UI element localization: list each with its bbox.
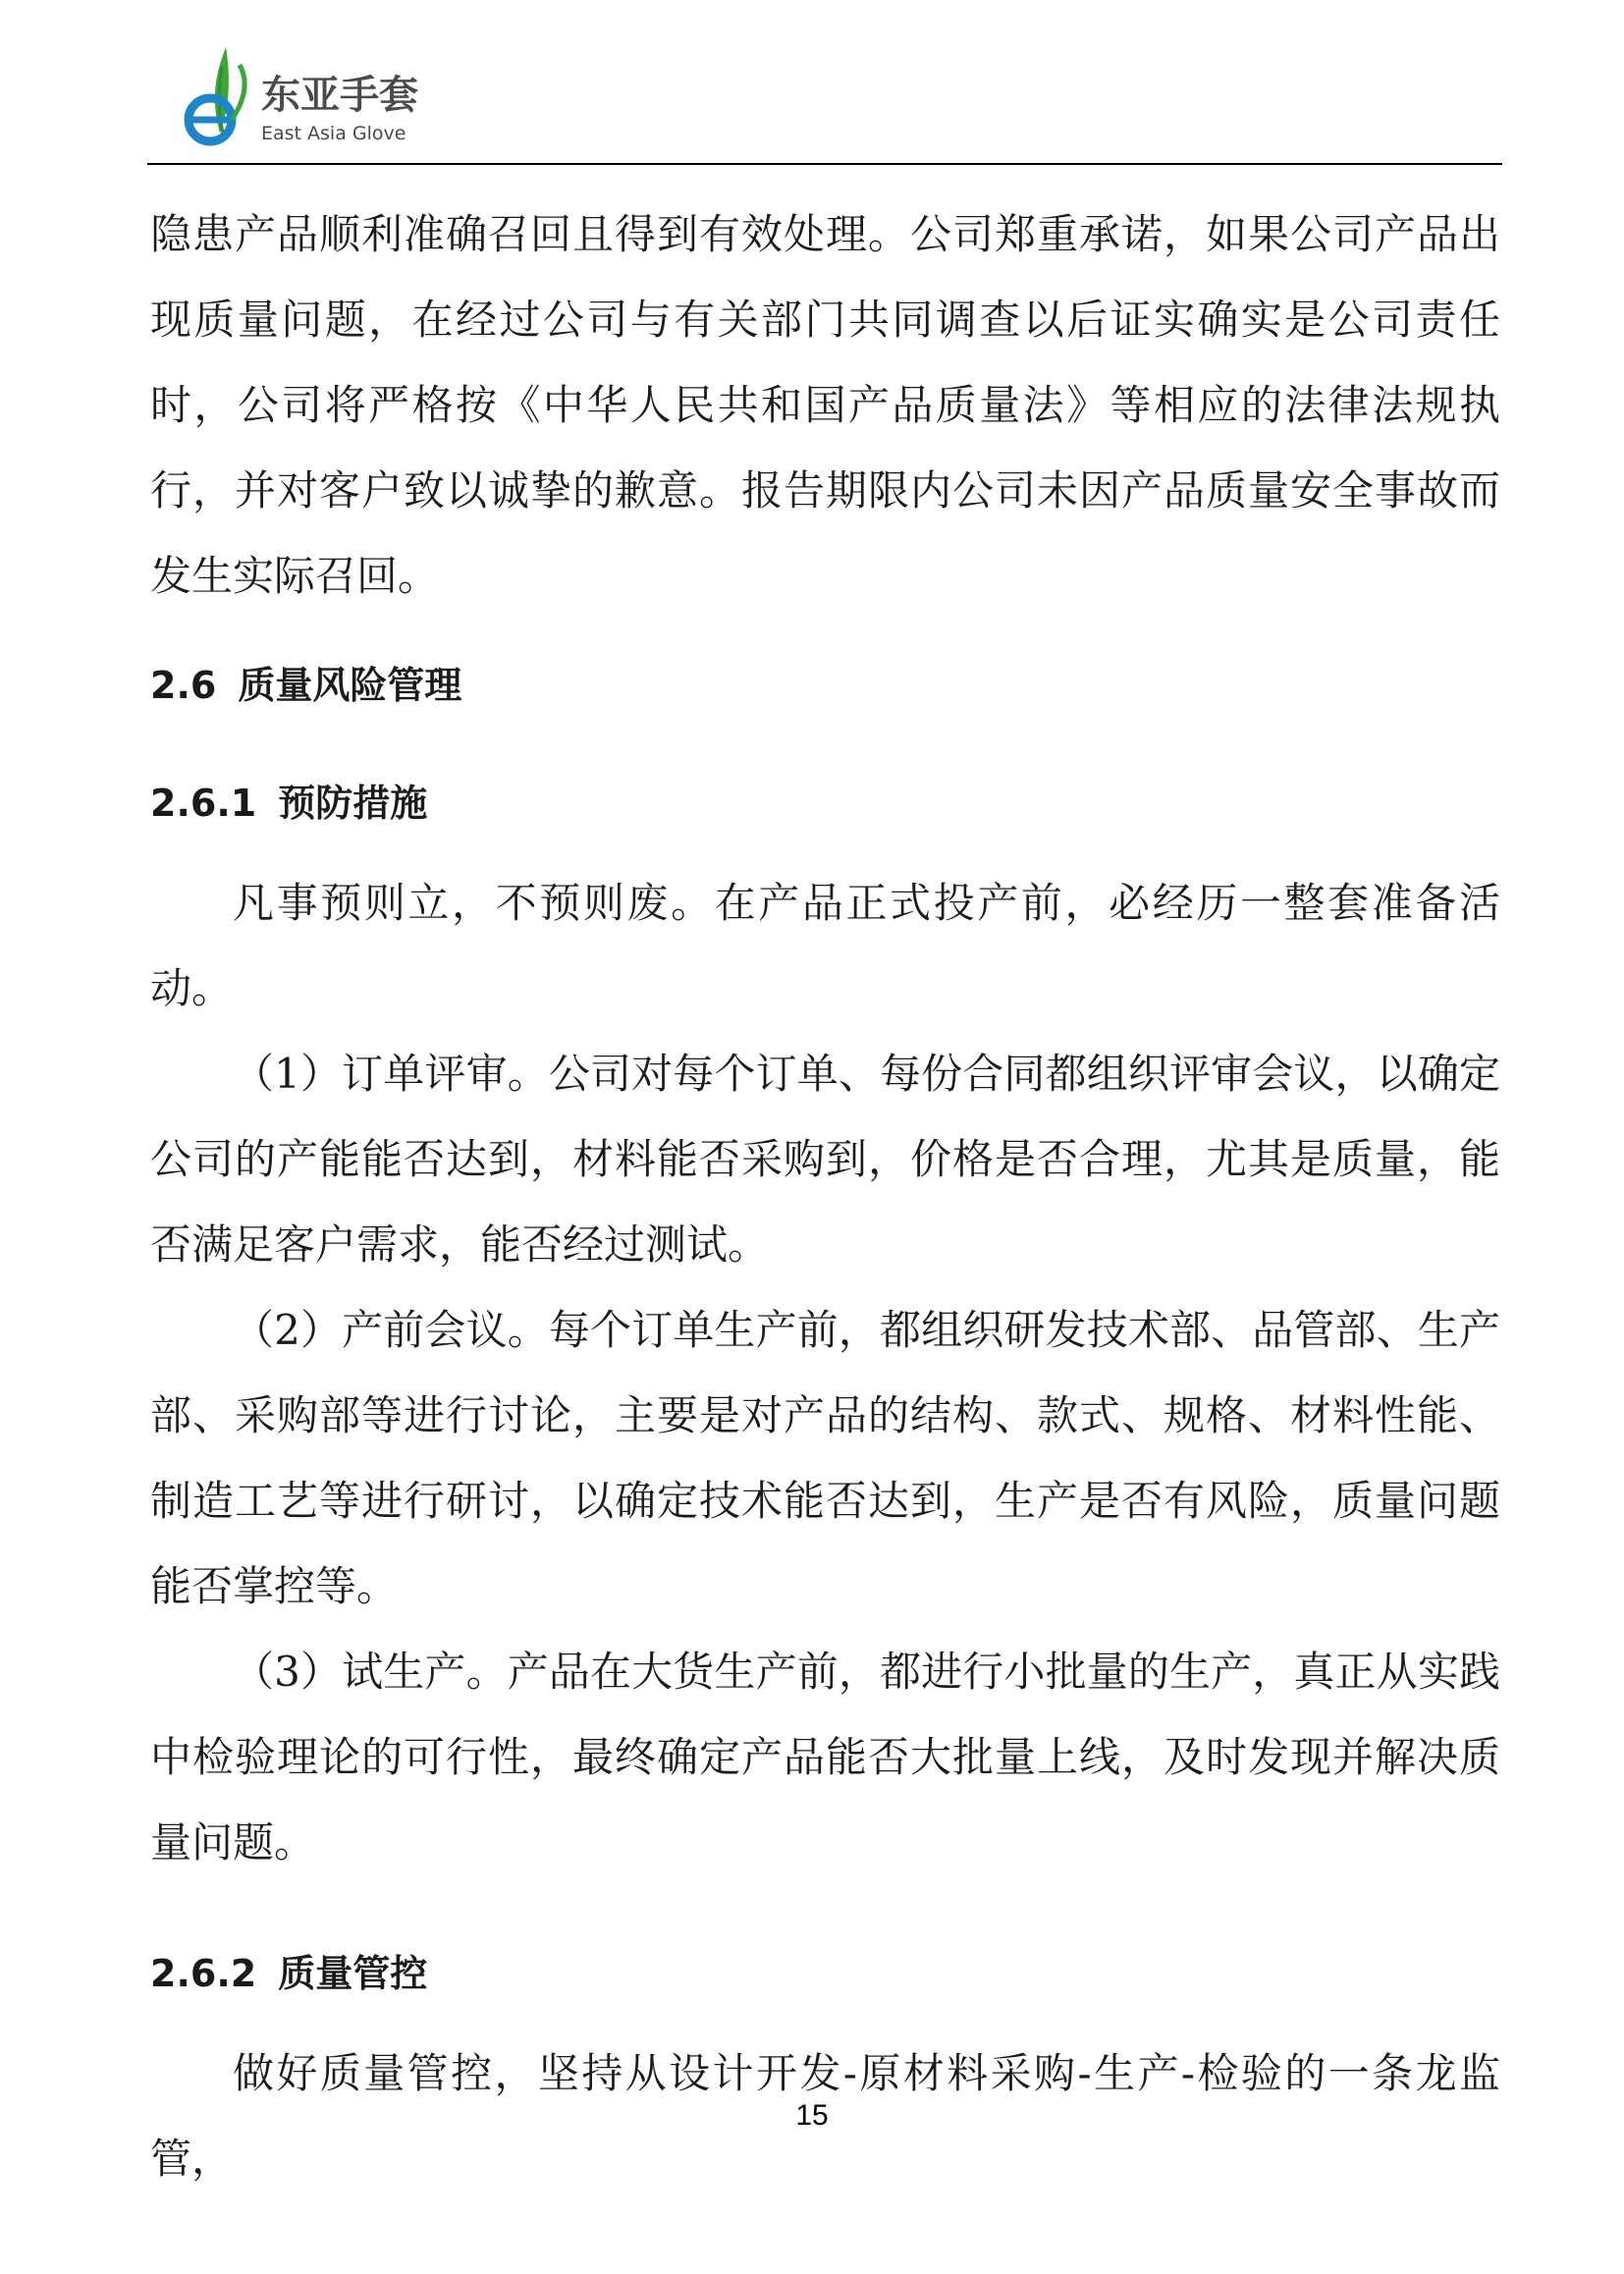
logo-chinese-name: 东亚手套 xyxy=(261,73,418,118)
subsection-number: 2.6.1 xyxy=(150,782,257,825)
body-paragraph: 做好质量管控，坚持从设计开发-原材料采购-生产-检验的一条龙监管， xyxy=(150,2049,1500,2183)
subsection-title: 质量管控 xyxy=(278,1952,428,1995)
logo-english-name: East Asia Glove xyxy=(261,123,406,144)
company-logo xyxy=(159,43,532,153)
section-title: 质量风险管理 xyxy=(238,664,462,707)
body-paragraph: （3）试生产。产品在大货生产前，都进行小批量的生产，真正从实践中检验理论的可行性，最终确定产品能否大批量上线，及时发现并解决质量问题。 xyxy=(150,1648,1500,1867)
body-paragraph: （2）产前会议。每个订单生产前，都组织研发技术部、品管部、生产部、采购部等进行讨论，主要是对产品的结构、款式、规格、材料性能、制造工艺等进行研讨，以确定技术能否达到，生产是否有风险，质量问题能否掌控等。 xyxy=(150,1306,1500,1610)
subsection-heading-2-6-2 xyxy=(150,1944,1500,2003)
subsection-title: 预防措施 xyxy=(278,782,428,825)
section-number: 2.6 xyxy=(150,664,217,707)
page-number: 15 xyxy=(795,2099,829,2132)
body-paragraph: 凡事预则立，不预则废。在产品正式投产前，必经历一整套准备活动。 xyxy=(150,879,1500,1012)
subsection-heading-2-6-1 xyxy=(150,774,1500,833)
section-heading-2-6 xyxy=(150,656,1500,715)
body-paragraph: 隐患产品顺利准确召回且得到有效处理。公司郑重承诺，如果公司产品出现质量问题，在经过公司与有关部门共同调查以后证实确实是公司责任时，公司将严格按《中华人民共和国产品质量法》等相应的法律法规执行，并对客户致以诚挚的歉意。报告期限内公司未因产品质量安全事故而发生实际召回。 xyxy=(150,210,1500,600)
header-divider xyxy=(147,163,1502,165)
document-body xyxy=(150,191,1500,2201)
body-paragraph: （1）订单评审。公司对每个订单、每份合同都组织评审会议，以确定公司的产能能否达到，材料能否采购到，价格是否合理，尤其是质量，能否满足客户需求，能否经过测试。 xyxy=(150,1050,1500,1269)
subsection-number: 2.6.2 xyxy=(150,1952,257,1995)
page-header xyxy=(147,39,1502,165)
